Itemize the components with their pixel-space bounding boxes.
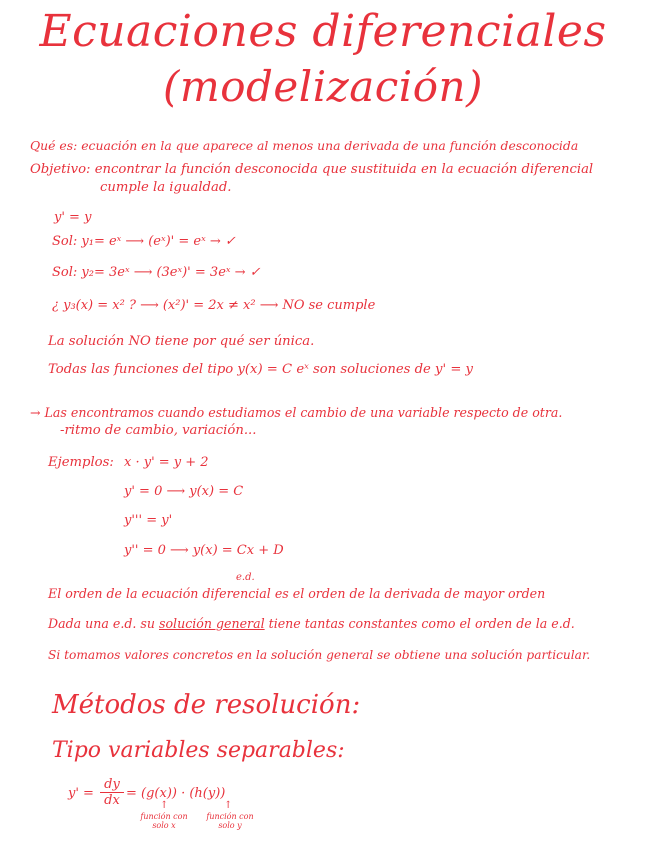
title-line-1: Ecuaciones diferenciales [39,6,607,57]
formula-lhs: y' = [68,786,94,801]
dada-pre: Dada una e.d. su [48,616,160,631]
dada-post: tiene tantas constantes como el orden de la e.d. [264,616,575,631]
solution-3: ¿ y₃(x) = x² ? ⟶ (x²)' = 2x ≠ x² ⟶ NO se cumple [52,298,376,313]
solucion-general: solución general [159,616,265,631]
si-tomamos-line: Si tomamos valores concretos en la solución general se obtiene una solución particular. [48,648,591,662]
func-y-label: función con solo y [206,812,254,830]
ejemplo-1: x · y' = y + 2 [124,455,209,470]
ed-note: e.d. [236,572,255,583]
example-equation: y' = y [54,210,92,225]
ejemplo-3: y''' = y' [124,513,173,528]
tipo-heading: Tipo variables separables: [52,738,345,763]
ejemplo-4: y'' = 0 ⟶ y(x) = Cx + D [124,543,284,558]
encontramos-line-1: → Las encontramos cuando estudiamos el cambio de una variable respecto de otra. [30,405,563,420]
solution-2: Sol: y₂= 3eˣ ⟶ (3eˣ)' = 3eˣ → ✓ [52,265,261,280]
solution-1: Sol: y₁= eˣ ⟶ (eˣ)' = eˣ → ✓ [52,234,236,249]
ejemplo-2: y' = 0 ⟶ y(x) = C [124,484,244,499]
ejemplos-label: Ejemplos: [48,455,114,470]
orden-line: El orden de la ecuación diferencial es el orden de la derivada de mayor orden [48,586,546,601]
arrow-up-icon: ↑ [160,800,169,811]
que-es: Qué es: ecuación en la que aparece al menos una derivada de una función desconocida [30,138,579,153]
formula-num: dy [100,778,124,793]
metodos-heading: Métodos de resolución: [52,690,361,720]
formula-rhs: = (g(x)) · (h(y)) [126,786,226,801]
objetivo-line-2: cumple la igualdad. [100,180,232,195]
title-line-2: (modelización) [163,62,483,111]
formula-den: dx [104,793,120,808]
dada-line [48,616,575,631]
encontramos-line-2: -ritmo de cambio, variación... [60,423,257,438]
objetivo-line-1: Objetivo: encontrar la función desconocida que sustituida en la ecuación diferencial [30,162,594,177]
arrow-up-icon-2: ↑ [224,800,233,811]
unica-note: La solución NO tiene por qué ser única. [48,334,315,349]
todas-note: Todas las funciones del tipo y(x) = C eˣ son soluciones de y' = y [48,362,474,377]
func-x-label: función con solo x [140,812,188,830]
